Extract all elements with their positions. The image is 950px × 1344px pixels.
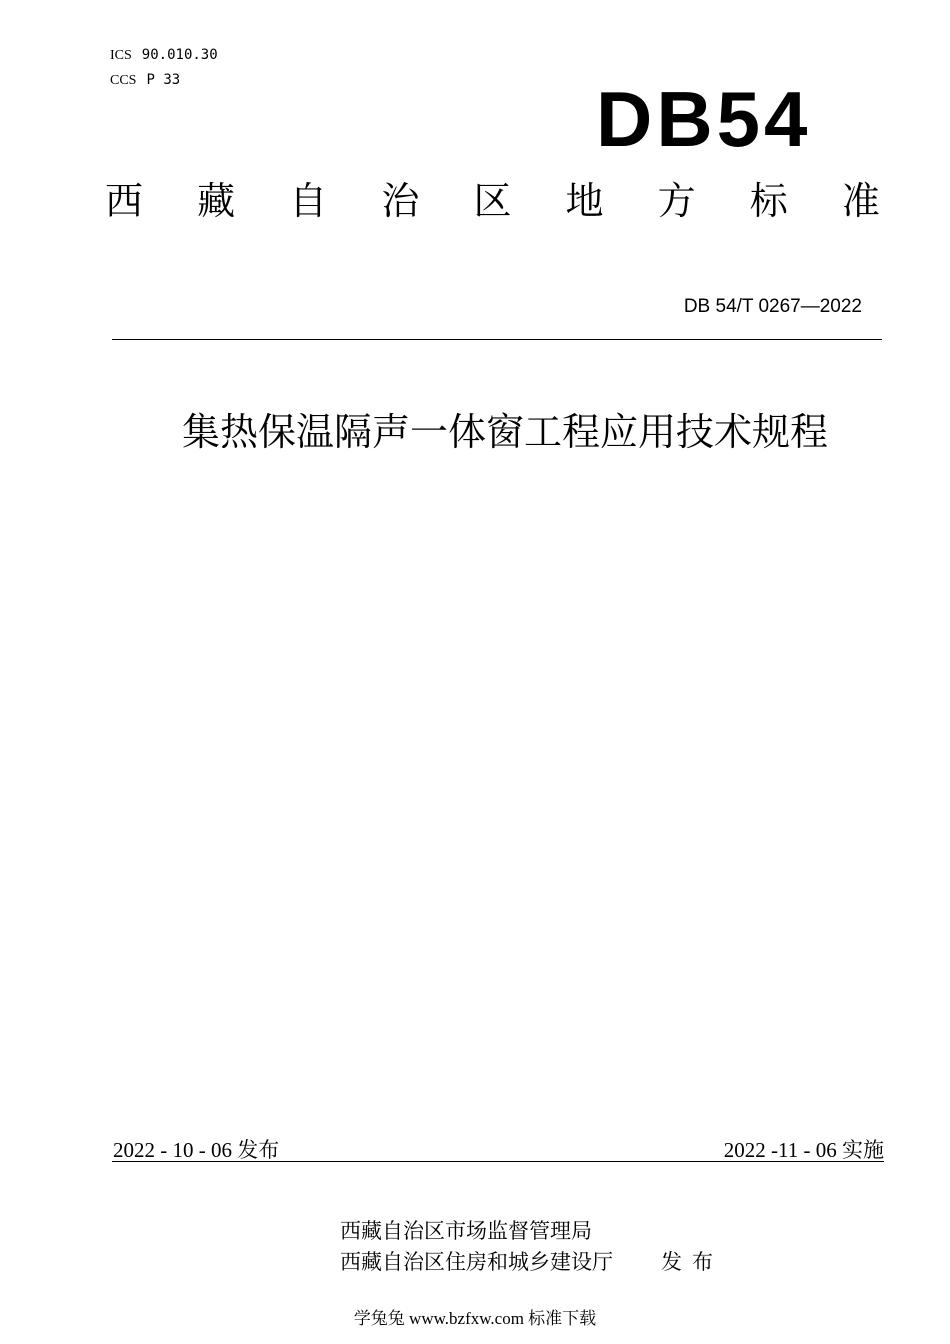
issuer-row bbox=[340, 1247, 723, 1278]
level-char: 标 bbox=[749, 181, 788, 223]
bottom-divider bbox=[112, 1161, 884, 1162]
ccs-code: P 33 bbox=[146, 72, 181, 88]
level-char: 西 bbox=[105, 181, 144, 223]
footer-watermark: 学兔兔 www.bzfxw.com 标准下载 bbox=[353, 1309, 597, 1328]
issuer-housing-construction: 西藏自治区住房和城乡建设厅 bbox=[340, 1251, 613, 1274]
level-char: 方 bbox=[657, 181, 696, 223]
top-divider bbox=[112, 339, 882, 340]
issuer-market-regulation: 西藏自治区市场监督管理局 bbox=[340, 1220, 592, 1243]
level-char: 自 bbox=[289, 181, 328, 223]
level-char: 藏 bbox=[197, 181, 236, 223]
ics-label: ICS bbox=[110, 48, 132, 63]
issue-label: 发布 bbox=[661, 1251, 723, 1274]
implement-date: 2022 -11 - 06 实施 bbox=[723, 1138, 884, 1162]
document-title: 集热保温隔声一体窗工程应用技术规程 bbox=[181, 412, 828, 454]
ics-classification bbox=[110, 47, 218, 64]
ccs-classification bbox=[110, 72, 180, 89]
document-number: DB 54/T 0267—2022 bbox=[683, 296, 862, 317]
issuer-row bbox=[340, 1216, 723, 1247]
ics-code: 90.010.30 bbox=[141, 47, 218, 63]
issuers-block bbox=[340, 1216, 723, 1278]
ccs-label: CCS bbox=[110, 73, 137, 88]
level-char: 治 bbox=[381, 181, 420, 223]
standard-level-heading bbox=[105, 183, 880, 221]
db54-brand-mark: DB54 bbox=[596, 75, 812, 163]
publish-date: 2022 - 10 - 06 发布 bbox=[113, 1138, 280, 1162]
level-char: 地 bbox=[565, 181, 604, 223]
level-char: 区 bbox=[473, 181, 512, 223]
level-char: 准 bbox=[841, 181, 880, 223]
